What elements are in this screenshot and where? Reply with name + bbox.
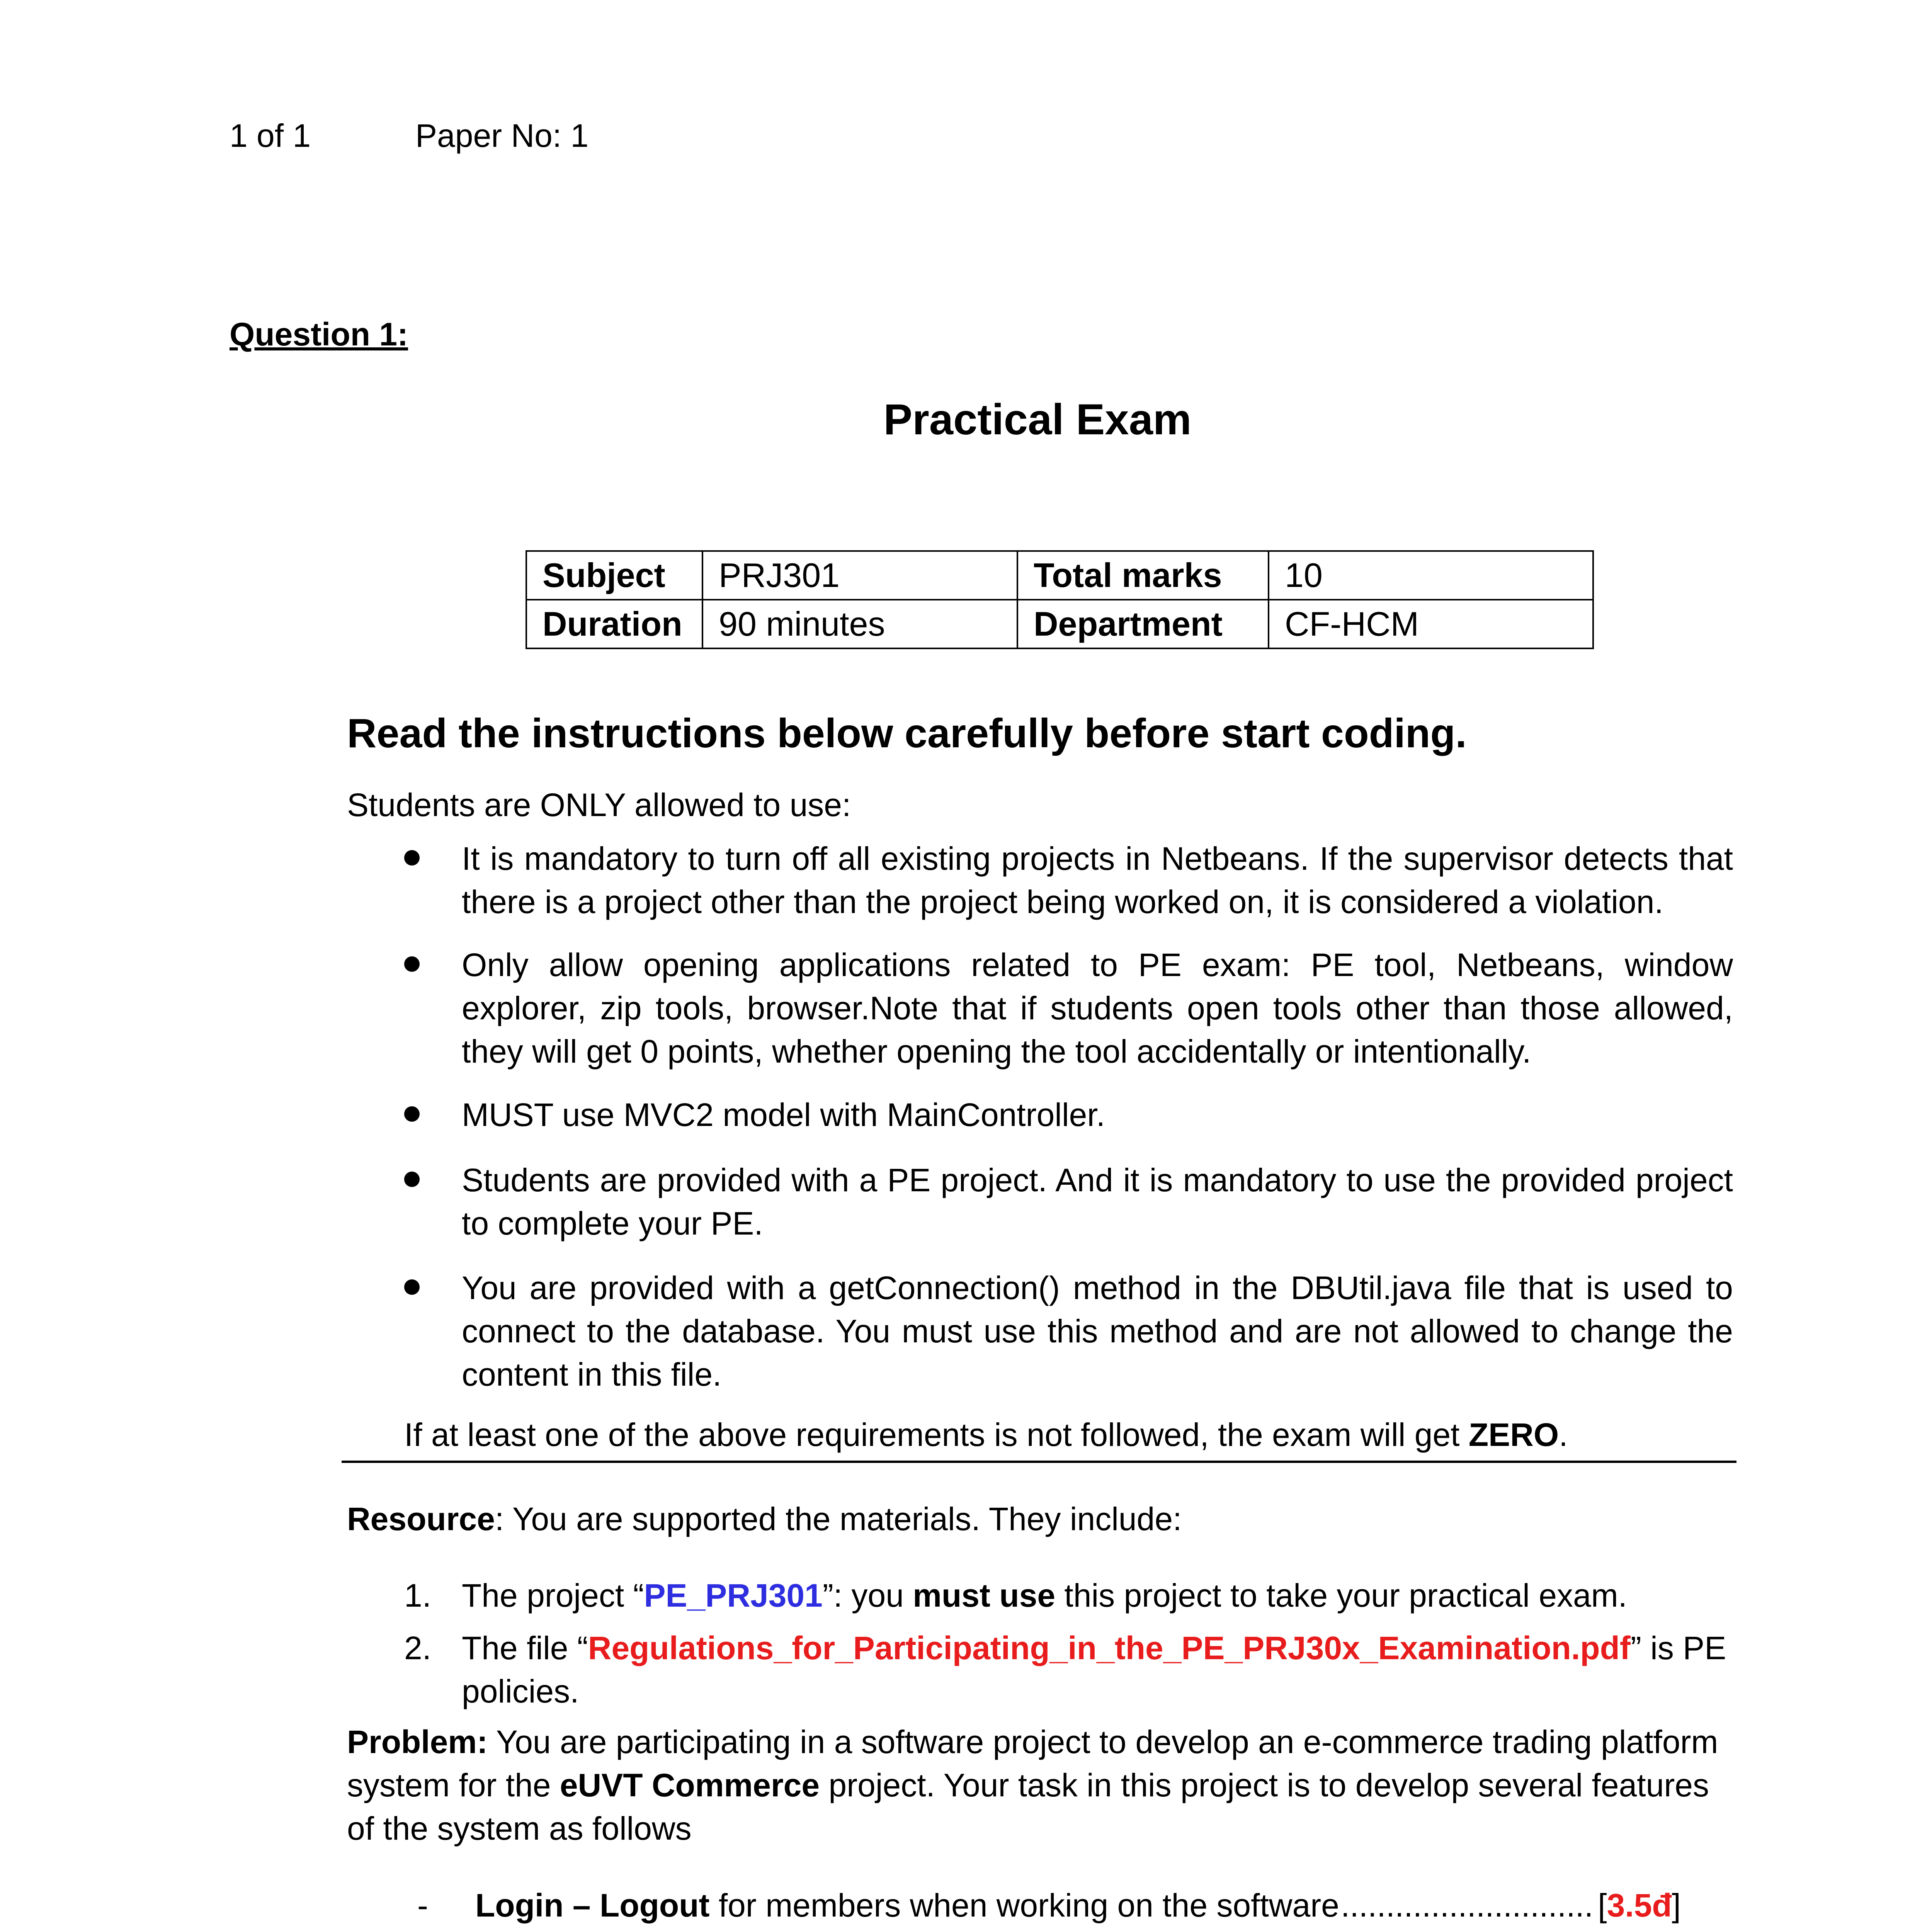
resource-text: : You are supported the materials. They include:: [495, 1501, 1182, 1537]
resource-item-text: The project “: [462, 1577, 644, 1614]
problem-line: of the system as follows: [347, 1810, 692, 1847]
warning-period: .: [1559, 1417, 1568, 1453]
department-label: Department: [1017, 600, 1269, 648]
info-row: [526, 551, 1593, 600]
problem-text: You are participating in a software project to develop an e-commerce trading platform: [488, 1724, 1718, 1760]
task-item: [475, 1884, 1681, 1927]
department-value: CF-HCM: [1269, 600, 1593, 648]
problem-text: system for the: [347, 1767, 560, 1803]
instruction-item: It is mandatory to turn off all existing projects in Netbeans. If the supervisor detects that there is a project other than the project being worked on, it is considered a violation.: [462, 840, 1733, 920]
dash-marker: -: [417, 1887, 428, 1923]
bullet-icon: [404, 1106, 420, 1122]
task-desc: for members when working on the software: [709, 1887, 1339, 1923]
problem-text: project. Your task in this project is to develop several features: [820, 1767, 1709, 1803]
subject-label: Subject: [526, 551, 702, 600]
regulations-file: Regulations_for_Participating_in_the_PE_PRJ30x_Examination.pdf: [588, 1630, 1631, 1666]
instruction-item: Only allow opening applications related to PE exam: PE tool, Netbeans, window explorer, zip tools, browser.Note that if students open tools other than those allowed, they will get 0 points, whether opening the tool accidentally or intentionally.: [462, 947, 1733, 1070]
problem-label: Problem:: [347, 1724, 488, 1760]
instruction-item: Students are provided with a PE project. And it is mandatory to use the provided project to complete your PE.: [462, 1162, 1733, 1242]
warning-text: If at least one of the above requirements is not followed, the exam will get: [404, 1417, 1469, 1453]
duration-value: 90 minutes: [702, 600, 1017, 648]
task-name: Login – Logout: [475, 1887, 710, 1923]
problem-line: [347, 1721, 1718, 1763]
task-score: 3.5đ: [1607, 1887, 1672, 1923]
list-number: 1.: [404, 1577, 432, 1614]
paper-number: Paper No: 1: [415, 117, 589, 154]
resource-label: Resource: [347, 1501, 495, 1537]
list-number: 2.: [404, 1630, 432, 1666]
question-heading: Question 1:: [230, 316, 408, 352]
instructions-heading: Read the instructions below carefully before start coding.: [347, 711, 1467, 756]
project-name: PE_PRJ301: [644, 1577, 823, 1614]
bullet-icon: [404, 1172, 420, 1187]
instructions-intro: Students are ONLY allowed to use:: [347, 787, 851, 823]
must-use-text: must use: [913, 1577, 1056, 1614]
resource-item: [462, 1627, 1726, 1669]
instruction-item: MUST use MVC2 model with MainController.: [462, 1097, 1105, 1133]
exam-info-table: [526, 550, 1594, 649]
resource-item-text: ” is PE: [1630, 1630, 1726, 1666]
total-marks-label: Total marks: [1017, 551, 1269, 600]
warning-zero: ZERO: [1468, 1417, 1559, 1453]
resource-line: [347, 1498, 1182, 1540]
resource-item-continuation: policies.: [462, 1673, 579, 1709]
resource-item-text: this project to take your practical exam.: [1055, 1577, 1628, 1614]
resource-item-text: The file “: [462, 1630, 588, 1666]
resource-item-text: ”: you: [822, 1577, 913, 1614]
page-count: 1 of 1: [230, 117, 311, 154]
bullet-icon: [404, 1279, 420, 1295]
subject-value: PRJ301: [702, 551, 1017, 600]
page-title: Practical Exam: [883, 395, 1192, 444]
task-mark: [3.5đ]: [1598, 1887, 1681, 1923]
duration-label: Duration: [526, 600, 702, 648]
bullet-icon: [404, 850, 420, 866]
section-divider: [342, 1461, 1736, 1463]
bullet-icon: [404, 956, 420, 972]
instruction-item: You are provided with a getConnection() method in the DBUtil.java file that is used to connect to the database. You must use this method and are not allowed to change the content in this file.: [462, 1270, 1733, 1393]
info-row: [526, 600, 1593, 648]
total-marks-value: 10: [1269, 551, 1593, 600]
resource-item: [462, 1574, 1627, 1617]
problem-line: [347, 1764, 1709, 1806]
project-title: eUVT Commerce: [560, 1767, 820, 1803]
dot-leader: [1341, 1884, 1596, 1927]
zero-warning: [404, 1413, 1568, 1456]
